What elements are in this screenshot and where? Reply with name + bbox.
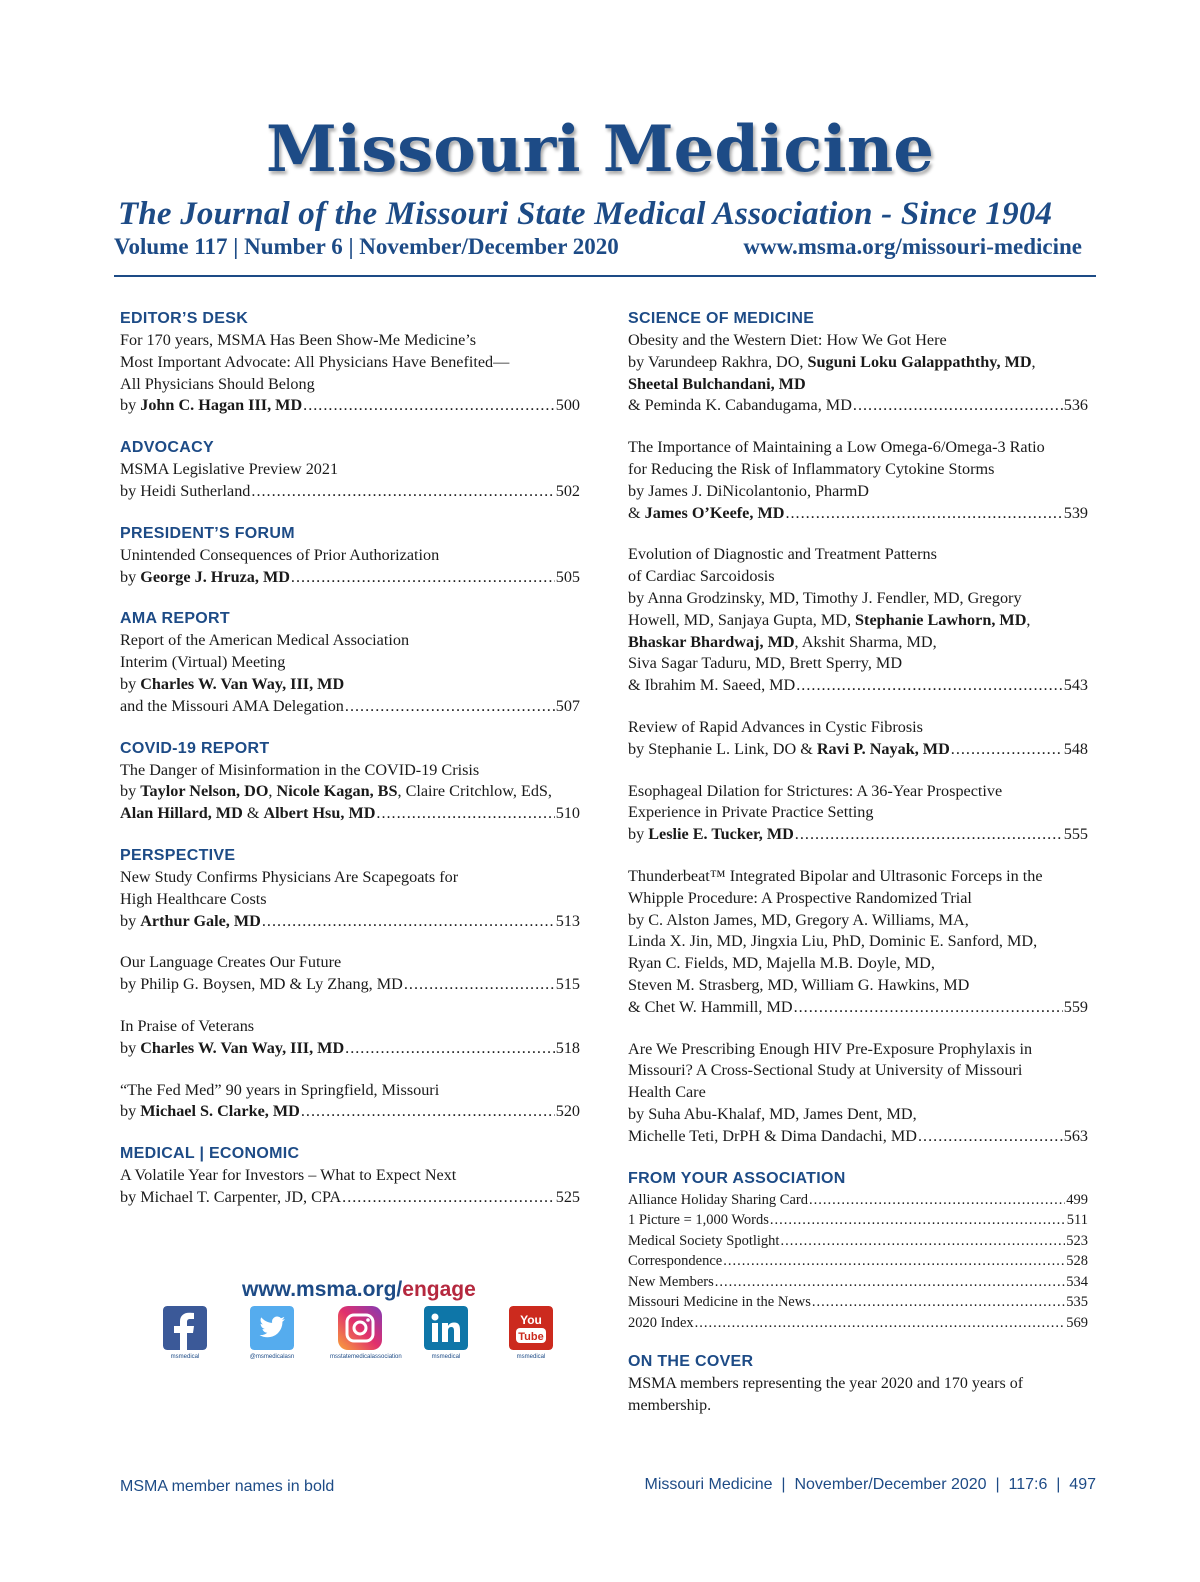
dot-leader <box>812 1292 1065 1313</box>
entry-author-line <box>628 610 1088 632</box>
page-number: 507 <box>555 696 580 715</box>
svg-text:Tube: Tube <box>518 1331 544 1343</box>
linkedin-link[interactable] <box>416 1306 476 1360</box>
byline-prefix: by <box>120 911 141 930</box>
toc-entry[interactable] <box>120 1165 580 1209</box>
byline-text: & Peminda K. Cabandugama, MD <box>628 396 852 415</box>
entry-title-line: The Importance of Maintaining a Low Omega-6/Omega-3 Ratio <box>628 438 1045 457</box>
byline-text: and the Missouri AMA Delegation <box>120 696 344 715</box>
engage-link[interactable] <box>242 1278 476 1302</box>
entry-author-line: Ryan C. Fields, MD, Majella M.B. Doyle, MD, <box>628 954 935 973</box>
entry-title-line: Experience in Private Practice Setting <box>628 803 874 822</box>
entry-author-line: by Anna Grodzinsky, MD, Timothy J. Fendler, MD, Gregory <box>628 588 1022 607</box>
member-author: Sheetal Bulchandani, MD <box>628 374 806 393</box>
page-number: 555 <box>1063 825 1088 844</box>
dot-leader <box>345 696 555 718</box>
entry-author-line <box>628 374 1088 396</box>
toc-entry[interactable] <box>628 437 1088 524</box>
instagram-link[interactable] <box>330 1306 402 1360</box>
volume-number: Volume 117 | Number 6 | November/December 2020 <box>114 234 619 259</box>
entry-title-line: All Physicians Should Belong <box>120 374 315 393</box>
page-number: 536 <box>1063 396 1088 415</box>
entry-title-line: Esophageal Dilation for Strictures: A 36-Year Prospective <box>628 781 1003 800</box>
cover-description: MSMA members representing the year 2020 and 170 years of membership. <box>628 1375 1024 1414</box>
association-item[interactable] <box>628 1210 1088 1231</box>
page-number: 569 <box>1066 1314 1088 1331</box>
entry-author-line <box>120 674 580 696</box>
author-separator: , <box>1026 610 1031 629</box>
association-item[interactable] <box>628 1292 1088 1313</box>
association-item[interactable] <box>628 1251 1088 1272</box>
section-heading: PRESIDENT’S FORUM <box>120 524 295 542</box>
social-caption: msmedical <box>170 1354 200 1360</box>
entry-title-line: In Praise of Veterans <box>120 1016 255 1035</box>
entry-byline <box>120 481 580 503</box>
dot-leader <box>723 1251 1065 1272</box>
entry-title-line: of Cardiac Sarcoidosis <box>628 567 775 586</box>
toc-entry[interactable] <box>120 760 580 825</box>
section-science-of-medicine <box>628 308 1088 1148</box>
entry-byline <box>628 997 1088 1019</box>
author-text: , Claire Critchlow, EdS, <box>397 782 552 801</box>
toc-entry[interactable] <box>120 1016 580 1060</box>
member-author: Stephanie Lawhorn, MD <box>855 610 1027 629</box>
member-author: Albert Hsu, MD <box>263 804 376 823</box>
association-item[interactable] <box>628 1313 1088 1334</box>
dot-leader <box>291 567 555 589</box>
dot-leader <box>796 675 1062 697</box>
toc-left-column <box>120 308 580 1229</box>
byline-text: by Heidi Sutherland <box>120 481 251 500</box>
entry-byline <box>120 974 580 996</box>
entry-byline <box>120 1038 580 1060</box>
entry-author-line: by James J. DiNicolantonio, PharmD <box>628 481 869 500</box>
toc-entry[interactable] <box>120 630 580 717</box>
page-number: 563 <box>1063 1126 1088 1145</box>
section-covid-report <box>120 738 580 825</box>
entry-title-line: New Study Confirms Physicians Are Scapegoats for <box>120 867 459 886</box>
association-list <box>628 1190 1088 1334</box>
author-text: by Varundeep Rakhra, DO, <box>628 352 808 371</box>
toc-entry[interactable] <box>120 330 580 417</box>
masthead-divider <box>114 275 1096 277</box>
author-text: Howell, MD, Sanjaya Gupta, MD, <box>628 610 856 629</box>
byline-text: Michelle Teti, DrPH & Dima Dandachi, MD <box>628 1126 917 1145</box>
journal-subtitle: The Journal of the Missouri State Medical Association - Since 1904 <box>118 196 1053 232</box>
toc-entry[interactable] <box>628 1039 1088 1148</box>
social-caption: @msmedicalasn <box>249 1354 295 1360</box>
twitter-link[interactable] <box>242 1306 302 1360</box>
page-number: 515 <box>555 975 580 994</box>
page-number: 520 <box>555 1102 580 1121</box>
page-number: 523 <box>1066 1232 1088 1249</box>
section-heading: FROM YOUR ASSOCIATION <box>628 1169 846 1187</box>
toc-entry[interactable] <box>120 459 580 503</box>
byline-prefix: by <box>120 567 141 586</box>
entry-title-line: MSMA Legislative Preview 2021 <box>120 460 339 479</box>
instagram-icon <box>338 1306 382 1350</box>
engage-url-highlight: engage <box>402 1278 476 1301</box>
entry-title-line: “The Fed Med” 90 years in Springfield, Missouri <box>120 1080 440 1099</box>
entry-byline <box>628 503 1088 525</box>
twitter-icon <box>250 1306 294 1350</box>
page-number: 513 <box>555 911 580 930</box>
byline-prefix: by <box>120 782 141 801</box>
member-author: George J. Hruza, MD <box>140 567 290 586</box>
entry-title-line: Health Care <box>628 1083 706 1102</box>
page-number: 535 <box>1066 1294 1088 1310</box>
dot-leader <box>785 503 1062 525</box>
page-number: 548 <box>1063 739 1088 758</box>
association-item[interactable] <box>628 1272 1088 1293</box>
section-editors-desk <box>120 308 580 417</box>
author-separator: , <box>1031 352 1036 371</box>
entry-title-line: High Healthcare Costs <box>120 889 267 908</box>
section-ama-report <box>120 608 580 717</box>
byline-prefix: & <box>628 503 645 522</box>
entry-author-line <box>120 781 580 803</box>
association-item-label: Correspondence <box>628 1253 723 1269</box>
page-number: 518 <box>555 1038 580 1057</box>
toc-entry[interactable] <box>120 1080 580 1124</box>
member-author: Charles W. Van Way, III, MD <box>140 1038 345 1057</box>
entry-title-line: Whipple Procedure: A Prospective Randomized Trial <box>628 888 972 907</box>
entry-author-line: by C. Alston James, MD, Gregory A. Williams, MA, <box>628 910 969 929</box>
entry-title-line: A Volatile Year for Investors – What to Expect Next <box>120 1166 457 1185</box>
journal-title: Missouri Medicine <box>266 112 934 187</box>
toc-entry[interactable] <box>120 545 580 589</box>
member-author: Suguni Loku Galappaththy, MD <box>807 352 1032 371</box>
member-author: John C. Hagan III, MD <box>140 396 303 415</box>
entry-title-line: Report of the American Medical Association <box>120 631 410 650</box>
entry-byline <box>628 824 1088 846</box>
dot-leader <box>951 739 1063 761</box>
toc-entry[interactable] <box>628 330 1088 417</box>
entry-title-line: Evolution of Diagnostic and Treatment Patterns <box>628 545 937 564</box>
page-number: 502 <box>555 481 580 500</box>
section-heading: SCIENCE OF MEDICINE <box>628 310 815 327</box>
dot-leader <box>780 1231 1065 1252</box>
section-from-your-association <box>628 1168 1088 1334</box>
toc-entry[interactable] <box>628 866 1088 1019</box>
linkedin-icon <box>424 1306 468 1350</box>
entry-title-line: Interim (Virtual) Meeting <box>120 653 286 672</box>
author-separator: & <box>242 804 264 823</box>
page-number: 539 <box>1063 503 1088 522</box>
entry-title-line: Most Important Advocate: All Physicians Have Benefited— <box>120 352 510 371</box>
journal-website-link[interactable]: www.msma.org/missouri-medicine <box>743 234 1082 259</box>
entry-author-line: Linda X. Jin, MD, Jingxia Liu, PhD, Dominic E. Sanford, MD, <box>628 932 1038 951</box>
entry-title-line: Are We Prescribing Enough HIV Pre-Exposure Prophylaxis in <box>628 1039 1033 1058</box>
entry-author-line: Steven M. Strasberg, MD, William G. Hawkins, MD <box>628 975 970 994</box>
toc-entry[interactable] <box>120 867 580 932</box>
entry-title-line: Obesity and the Western Diet: How We Got Here <box>628 331 947 349</box>
page-number: 505 <box>555 567 580 586</box>
entry-byline <box>120 803 580 825</box>
byline-prefix: by Stephanie L. Link, DO & <box>628 739 817 758</box>
association-item-label: New Members <box>628 1273 714 1290</box>
byline-text: & Ibrahim M. Saeed, MD <box>628 676 796 695</box>
entry-byline <box>628 395 1088 417</box>
dot-leader <box>795 824 1063 846</box>
member-author: Taylor Nelson, DO <box>140 782 269 801</box>
entry-byline <box>628 675 1088 697</box>
youtube-icon <box>509 1306 553 1350</box>
entry-author-line <box>628 632 1088 654</box>
member-author: Arthur Gale, MD <box>140 911 261 930</box>
page-number: 525 <box>555 1187 580 1206</box>
toc-right-column <box>628 308 1088 1428</box>
social-caption: msmedical <box>431 1354 461 1360</box>
association-item-label: 1 Picture = 1,000 Words <box>628 1212 769 1228</box>
author-text: , Akshit Sharma, MD, <box>794 632 937 651</box>
association-item-label: Alliance Holiday Sharing Card <box>628 1191 808 1208</box>
dot-leader <box>695 1313 1066 1334</box>
dot-leader <box>301 1101 555 1123</box>
byline-prefix: by <box>120 396 141 415</box>
byline-prefix: by <box>628 825 649 844</box>
member-author: Bhaskar Bhardwaj, MD <box>628 632 795 651</box>
dot-leader <box>303 395 555 417</box>
dot-leader <box>376 803 554 825</box>
entry-author-line <box>628 352 1088 374</box>
section-advocacy <box>120 437 580 503</box>
section-heading: ADVOCACY <box>120 439 214 457</box>
member-author: Alan Hillard, MD <box>120 804 243 823</box>
section-heading: MEDICAL | ECONOMIC <box>120 1145 300 1163</box>
entry-author-line: by Suha Abu-Khalaf, MD, James Dent, MD, <box>628 1104 917 1123</box>
entry-byline <box>120 911 580 933</box>
masthead <box>0 110 1200 190</box>
author-separator: , <box>268 782 277 801</box>
social-caption: msstatemedicalassociation <box>330 1354 402 1360</box>
page-number: 510 <box>555 804 580 823</box>
entry-byline <box>120 1101 580 1123</box>
dot-leader <box>404 974 555 996</box>
dot-leader <box>345 1038 555 1060</box>
byline-prefix: by <box>120 1038 141 1057</box>
member-author: James O’Keefe, MD <box>644 503 785 522</box>
section-heading: ON THE COVER <box>628 1353 754 1370</box>
dot-leader <box>809 1190 1065 1211</box>
page-number: 511 <box>1066 1212 1088 1228</box>
facebook-icon <box>163 1306 207 1350</box>
section-medical-economic <box>120 1143 580 1209</box>
section-heading: AMA REPORT <box>120 610 230 628</box>
page-number: 543 <box>1063 676 1088 695</box>
entry-byline <box>120 696 580 718</box>
entry-title-line: Missouri? A Cross-Sectional Study at University of Missouri <box>628 1061 1023 1080</box>
member-author: Charles W. Van Way, III, MD <box>140 674 345 693</box>
toc-entry[interactable] <box>628 544 1088 697</box>
entry-byline <box>120 1187 580 1209</box>
member-author: Ravi P. Nayak, MD <box>816 739 950 758</box>
page-number: 559 <box>1063 997 1088 1016</box>
dot-leader <box>770 1210 1066 1231</box>
footer-note: MSMA member names in bold <box>120 1478 335 1495</box>
page-number: 528 <box>1066 1253 1088 1269</box>
entry-title-line: for Reducing the Risk of Inflammatory Cytokine Storms <box>628 459 995 478</box>
dot-leader <box>918 1126 1063 1148</box>
association-item-label: Medical Society Spotlight <box>628 1232 780 1249</box>
page-number: 500 <box>555 396 580 415</box>
member-author: Leslie E. Tucker, MD <box>648 825 794 844</box>
svg-text:You: You <box>520 1313 542 1327</box>
facebook-link[interactable] <box>155 1306 215 1360</box>
section-heading: EDITOR’S DESK <box>120 310 249 327</box>
byline-text: by Michael T. Carpenter, JD, CPA <box>120 1187 342 1206</box>
entry-title-line: Thunderbeat™ Integrated Bipolar and Ultrasonic Forceps in the <box>628 866 1043 885</box>
dot-leader <box>853 395 1063 417</box>
entry-author-line: Siva Sagar Taduru, MD, Brett Sperry, MD <box>628 654 903 673</box>
entry-byline <box>120 395 580 417</box>
volume-line <box>114 234 1082 262</box>
entry-title-line: Unintended Consequences of Prior Authorization <box>120 545 440 564</box>
entry-title-line: Review of Rapid Advances in Cystic Fibrosis <box>628 717 923 736</box>
member-author: Michael S. Clarke, MD <box>140 1102 300 1121</box>
youtube-link[interactable] <box>501 1306 561 1360</box>
entry-byline <box>628 1126 1088 1148</box>
page-number: 499 <box>1066 1191 1088 1208</box>
association-item-label: 2020 Index <box>628 1314 694 1331</box>
toc-entry[interactable] <box>628 717 1088 761</box>
section-on-the-cover <box>628 1351 1088 1416</box>
association-item[interactable] <box>628 1190 1088 1211</box>
entry-byline <box>120 567 580 589</box>
toc-entry[interactable] <box>120 952 580 996</box>
engage-url-main: www.msma.org/ <box>242 1278 403 1301</box>
entry-title-line: For 170 years, MSMA Has Been Show-Me Medicine’s <box>120 331 477 349</box>
entry-title-line: Our Language Creates Our Future <box>120 953 342 972</box>
dot-leader <box>251 481 554 503</box>
entry-byline <box>628 739 1088 761</box>
footer-folio: Missouri Medicine | November/December 2020 | 117:6 | 497 <box>644 1476 1096 1493</box>
toc-entry[interactable] <box>628 781 1088 846</box>
section-perspective <box>120 845 580 1123</box>
association-item[interactable] <box>628 1231 1088 1252</box>
byline-text: by Philip G. Boysen, MD & Ly Zhang, MD <box>120 975 403 994</box>
dot-leader <box>342 1187 555 1209</box>
page-number: 534 <box>1066 1273 1088 1290</box>
byline-prefix: by <box>120 1102 141 1121</box>
section-heading: PERSPECTIVE <box>120 846 236 864</box>
dot-leader <box>794 997 1063 1019</box>
section-presidents-forum <box>120 523 580 589</box>
byline-text: & Chet W. Hammill, MD <box>628 997 793 1016</box>
dot-leader <box>262 911 555 933</box>
dot-leader <box>715 1272 1065 1293</box>
member-author: Nicole Kagan, BS <box>276 782 398 801</box>
association-item-label: Missouri Medicine in the News <box>628 1294 811 1310</box>
social-caption: msmedical <box>516 1354 546 1360</box>
entry-title-line: The Danger of Misinformation in the COVID-19 Crisis <box>120 760 480 779</box>
section-heading: COVID-19 REPORT <box>120 739 270 757</box>
byline-prefix: by <box>120 674 141 693</box>
